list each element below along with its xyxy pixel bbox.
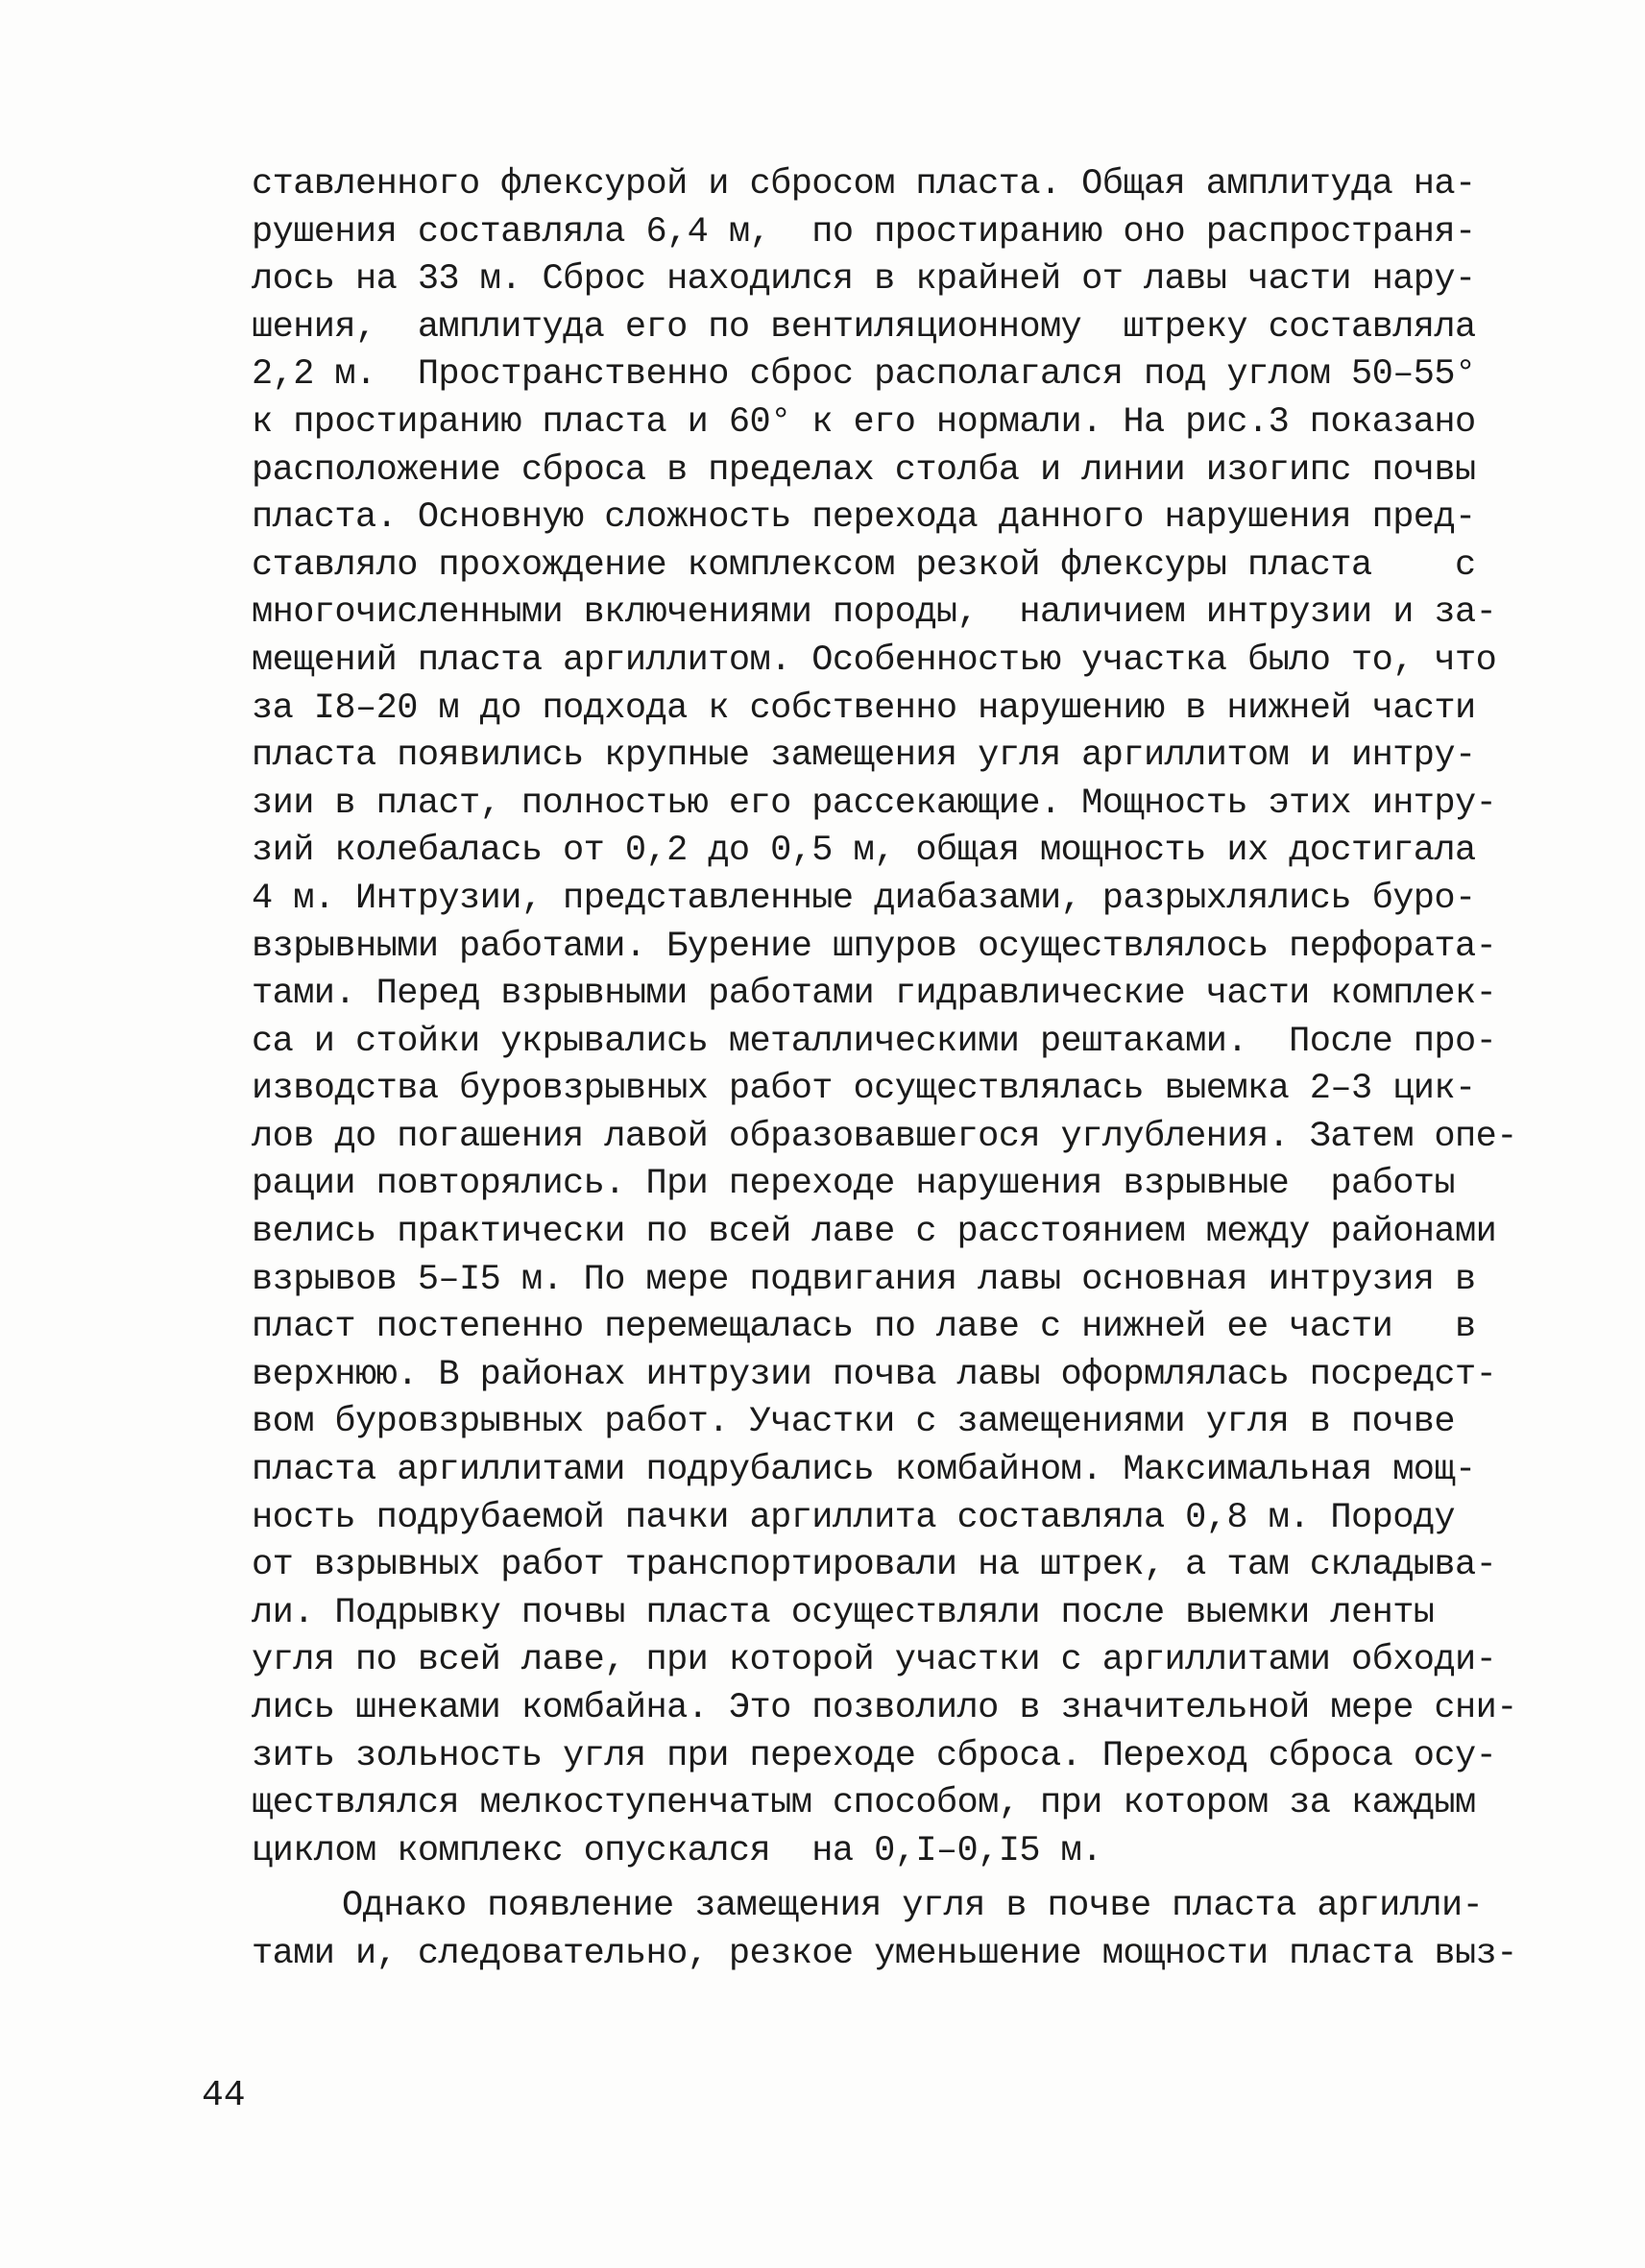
text-line: тами. Перед взрывными работами гидравлические части комплек- xyxy=(252,974,1497,1015)
text-line: пласта аргиллитами подрубались комбайном. Максимальная мощ- xyxy=(252,1450,1476,1491)
text-line: велись практически по всей лаве с расстоянием между районами xyxy=(252,1212,1497,1253)
text-line: угля по всей лаве, при которой участки с аргиллитами обходи- xyxy=(252,1640,1497,1681)
text-line: рации повторялись. При переходе нарушения взрывные работы xyxy=(252,1164,1456,1205)
paragraph-gap xyxy=(252,1875,1462,1883)
text-line: шения, амплитуда его по вентиляционному штреку составляла xyxy=(252,306,1476,348)
text-line: рушения составляла 6,4 м, по простиранию оно распространя- xyxy=(252,211,1476,253)
body-text xyxy=(252,161,1517,1979)
text-line: ли. Подрывку почвы пласта осуществляли после выемки ленты xyxy=(252,1592,1435,1633)
text-line: от взрывных работ транспортировали на штрек, а там складыва- xyxy=(252,1545,1497,1586)
text-line: зить зольность угля при переходе сброса. Переход сброса осу- xyxy=(252,1735,1497,1776)
text-line: пласт постепенно перемещалась по лаве с нижней ее части в xyxy=(252,1307,1476,1348)
text-line: ность подрубаемой пачки аргиллита составляла 0,8 м. Породу xyxy=(252,1497,1456,1538)
text-line: Однако появление замещения угля в почве пласта аргилли- xyxy=(342,1886,1484,1927)
text-line: верхнюю. В районах интрузии почва лавы оформлялась посредст- xyxy=(252,1354,1497,1395)
text-line: са и стойки укрывались металлическими рештаками. После про- xyxy=(252,1021,1497,1062)
text-line: пласта появились крупные замещения угля аргиллитом и интру- xyxy=(252,736,1476,777)
text-line: циклом комплекс опускался на 0,I–0,I5 м. xyxy=(252,1830,1102,1871)
page-number: 44 xyxy=(202,2075,246,2116)
text-line: тами и, следовательно, резкое уменьшение мощности пласта выз- xyxy=(252,1933,1517,1974)
text-line: пласта. Основную сложность перехода данного нарушения пред- xyxy=(252,497,1476,539)
text-line: вом буровзрывных работ. Участки с замещениями угля в почве xyxy=(252,1402,1456,1443)
text-line: изводства буровзрывных работ осуществлялась выемка 2–3 цик- xyxy=(252,1069,1476,1110)
text-line: 2,2 м. Пространственно сброс располагался под углом 50–55° xyxy=(252,354,1476,396)
text-line: за I8–20 м до подхода к собственно нарушению в нижней части xyxy=(252,688,1476,729)
text-line: зии в пласт, полностью его рассекающие. Мощность этих интру- xyxy=(252,783,1497,824)
text-line: лось на 33 м. Сброс находился в крайней от лавы части нару- xyxy=(252,259,1476,301)
text-line: к простиранию пласта и 60° к его нормали. На рис.3 показано xyxy=(252,401,1476,443)
text-line: лов до погашения лавой образовавшегося углубления. Затем опе- xyxy=(252,1116,1517,1157)
text-line: 4 м. Интрузии, представленные диабазами, разрыхлялись буро- xyxy=(252,878,1476,919)
text-line: взрывов 5–I5 м. По мере подвигания лавы основная интрузия в xyxy=(252,1259,1476,1300)
text-line: зий колебалась от 0,2 до 0,5 м, общая мощность их достигала xyxy=(252,831,1476,872)
text-line: многочисленными включениями породы, наличием интрузии и за- xyxy=(252,592,1497,634)
text-line: ставляло прохождение комплексом резкой флексуры пласта с xyxy=(252,544,1476,586)
text-line: ставленного флексурой и сбросом пласта. Общая амплитуда на- xyxy=(252,164,1476,205)
text-line: ществлялся мелкоступенчатым способом, при котором за каждым xyxy=(252,1783,1476,1824)
text-line: мещений пласта аргиллитом. Особенностью участка было то, что xyxy=(252,639,1497,681)
text-line: расположение сброса в пределах столба и линии изогипс почвы xyxy=(252,449,1476,491)
text-line: взрывными работами. Бурение шпуров осуществлялось перфората- xyxy=(252,926,1497,967)
paragraph xyxy=(252,1883,1517,1978)
paragraph xyxy=(252,161,1517,1875)
text-line: лись шнеками комбайна. Это позволило в значительной мере сни- xyxy=(252,1688,1517,1728)
